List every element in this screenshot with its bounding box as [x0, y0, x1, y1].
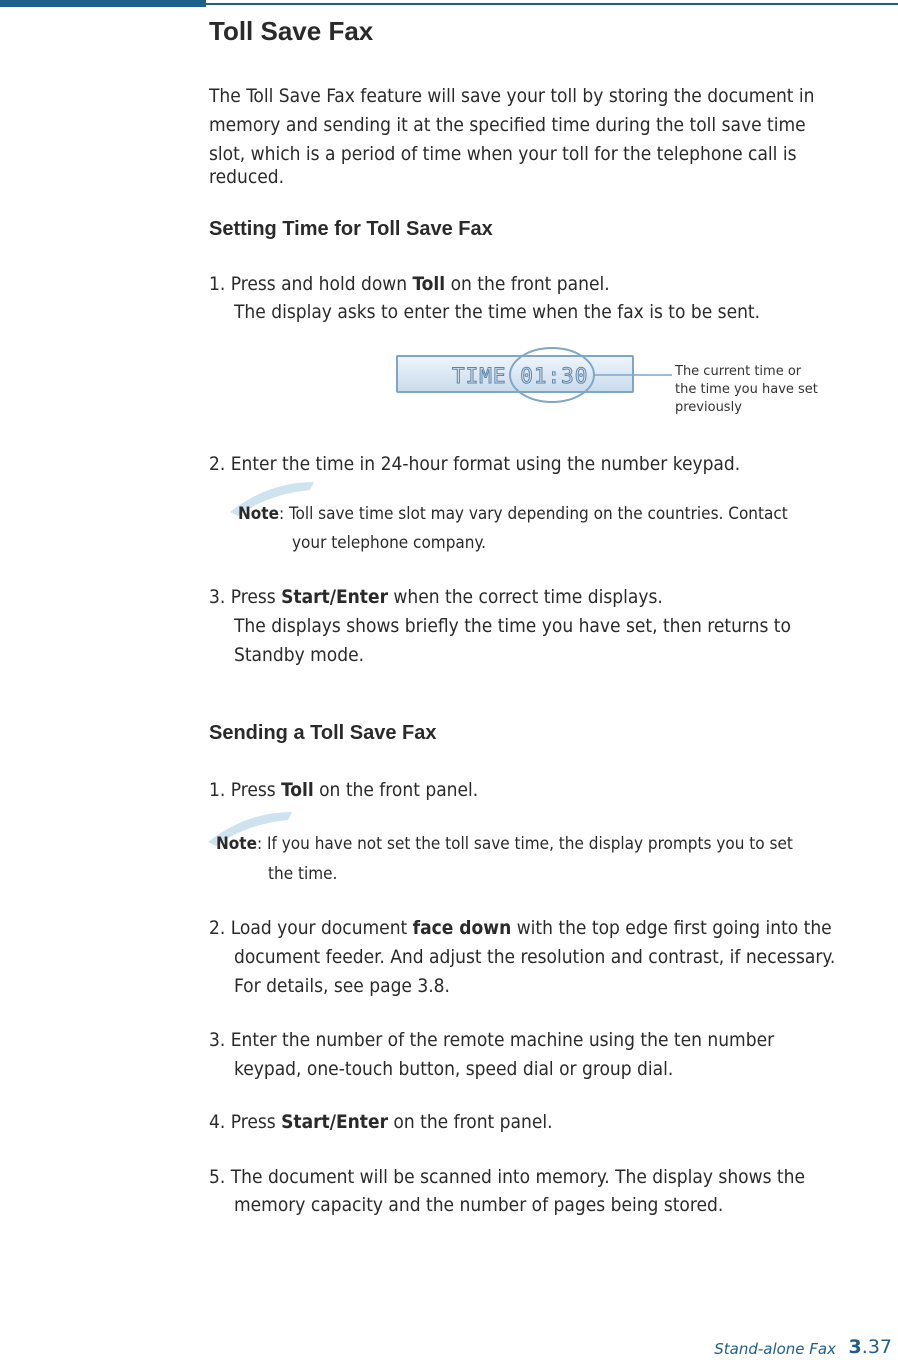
sending-step-2-line-3: For details, see page 3.8. — [234, 975, 450, 997]
header-rule-thick — [0, 0, 206, 7]
sending-note: Note: If you have not set the toll save time, the display prompts you to set — [216, 834, 793, 854]
display-callout-text: The current time or the time you have set previously — [675, 364, 818, 415]
highlight-circle — [510, 348, 594, 402]
sending-note-line-2: the time. — [268, 864, 338, 884]
setting-step-3-line-2: The displays shows briefly the time you have set, then returns to — [234, 615, 791, 637]
setting-note: Note: Toll save time slot may vary depending on the countries. Contact — [238, 504, 788, 524]
footer-section-label: Stand-alone Fax — [714, 1340, 836, 1358]
sending-step-4: 4. Press Start/Enter on the front panel. — [209, 1111, 553, 1133]
setting-step-2: 2. Enter the time in 24-hour format using the number keypad. — [209, 453, 741, 475]
lcd-display-text: TIME 01:30 — [452, 364, 589, 388]
setting-step-3: 3. Press Start/Enter when the correct time displays. — [209, 586, 663, 608]
page-title: Toll Save Fax — [209, 16, 374, 46]
intro-line-3: slot, which is a period of time when your toll for the telephone call is — [209, 143, 797, 165]
callout-graphic — [500, 340, 680, 420]
sending-step-3-line-2: keypad, one-touch button, speed dial or group dial. — [234, 1058, 674, 1080]
intro-line-2: memory and sending it at the specified time during the toll save time — [209, 114, 806, 136]
page-number: 3.37 — [848, 1336, 892, 1358]
section-heading-setting-time: Setting Time for Toll Save Fax — [209, 218, 493, 240]
setting-step-3-line-3: Standby mode. — [234, 644, 365, 666]
header-rule-thin — [206, 3, 898, 5]
setting-note-line-2: your telephone company. — [292, 533, 486, 553]
setting-step-1-line-2: The display asks to enter the time when the fax is to be sent. — [234, 301, 761, 323]
sending-step-3: 3. Enter the number of the remote machine using the ten number — [209, 1029, 775, 1051]
sending-step-1: 1. Press Toll on the front panel. — [209, 779, 479, 801]
intro-line-1: The Toll Save Fax feature will save your toll by storing the document in — [209, 85, 815, 107]
sending-step-2: 2. Load your document face down with the top edge first going into the — [209, 917, 832, 939]
setting-step-1: 1. Press and hold down Toll on the front panel. — [209, 273, 610, 295]
sending-step-2-line-2: document feeder. And adjust the resolution and contrast, if necessary. — [234, 946, 836, 968]
section-heading-sending: Sending a Toll Save Fax — [209, 722, 437, 744]
intro-line-4: reduced. — [209, 166, 285, 188]
sending-step-5: 5. The document will be scanned into memory. The display shows the — [209, 1166, 805, 1188]
sending-step-5-line-2: memory capacity and the number of pages being stored. — [234, 1194, 724, 1216]
